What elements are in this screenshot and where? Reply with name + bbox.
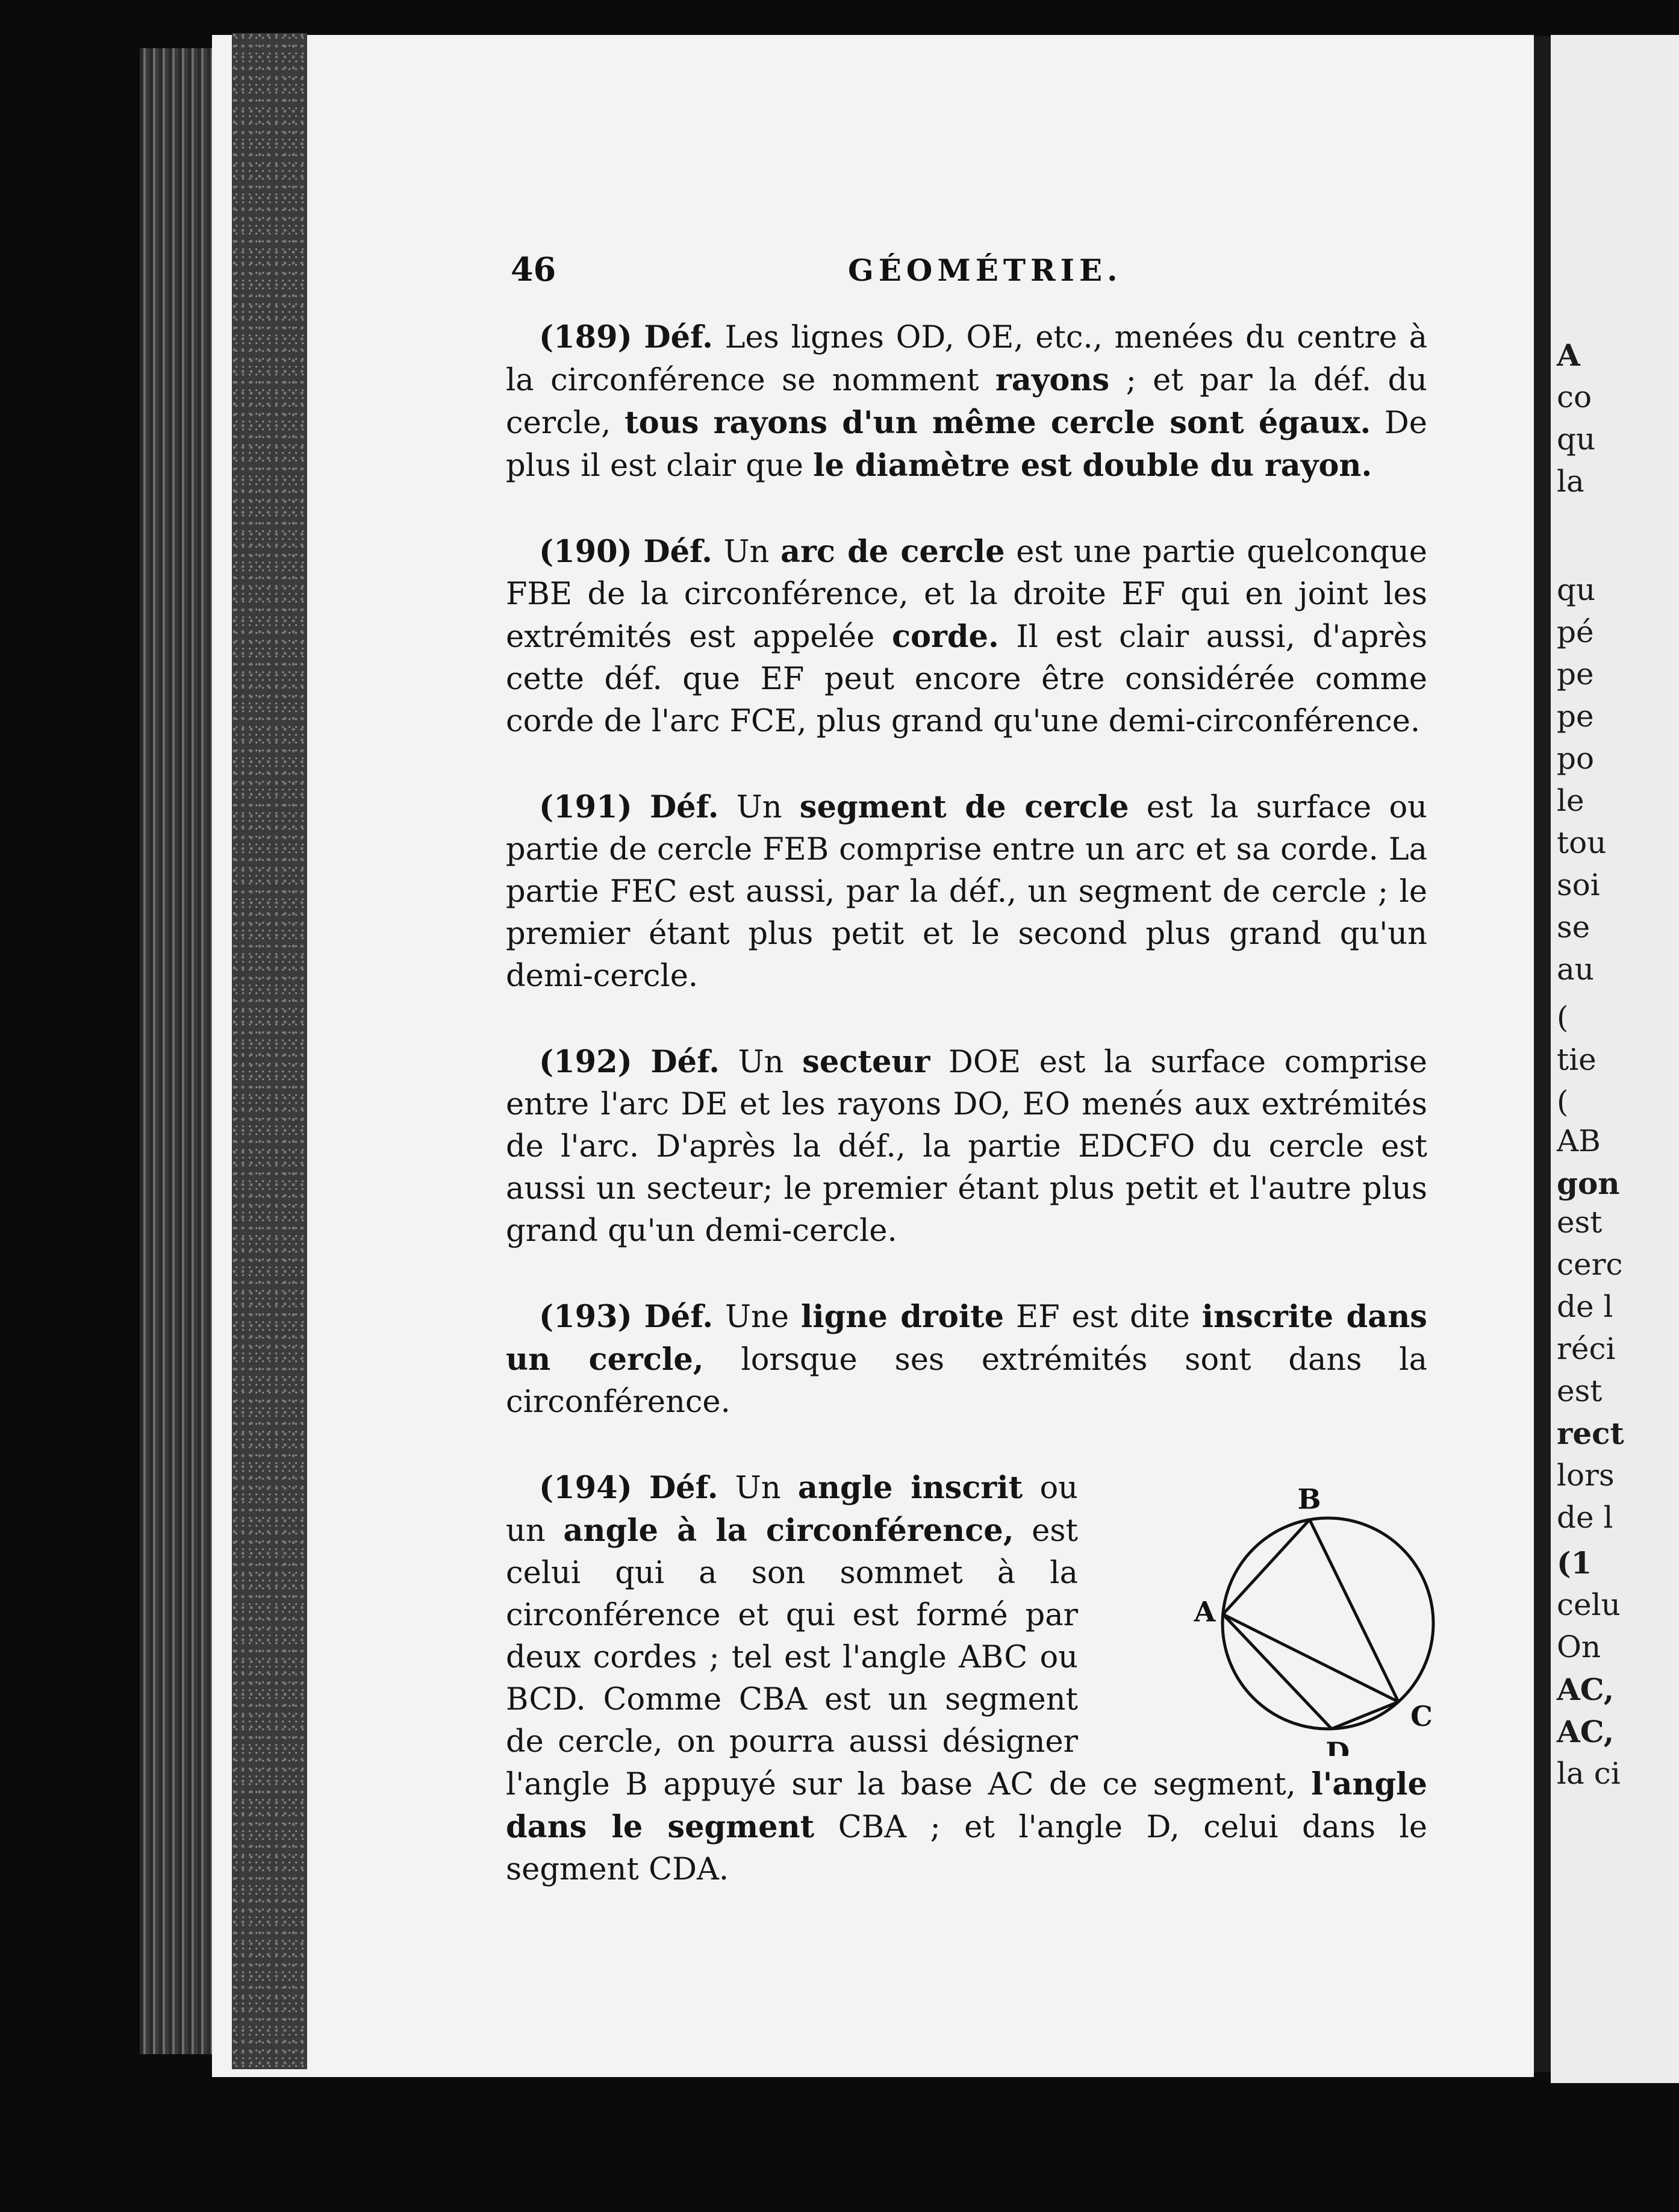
right-page-text-fragment: gon [1557,1166,1620,1201]
point-label-a: A [1194,1595,1216,1628]
circle-outline [1223,1518,1433,1729]
point-label-c: C [1410,1700,1433,1733]
running-head [511,250,1679,298]
body-text: est une partie quelconque FBE de la circonférence, et la droite EF qui en joint les extrémités est appelée [506,534,1427,655]
right-page-text-fragment: (1 [1557,1545,1592,1581]
page-divider [1534,36,1551,2072]
right-page-text-fragment: la ci [1557,1756,1621,1791]
body-text: DOE est la surface comprise entre l'arc DE et les rayons DO, EO menés aux extrémités de l'arc. D'après la déf., la partie EDCFO du cercle est aussi un secteur; le premier étant plus petit et l'autre plus grand qu'un demi-cercle. [506,1045,1427,1249]
right-page-text-fragment: pe [1557,699,1594,734]
definition-label: Déf. [650,1044,720,1080]
right-page-text-fragment: le [1557,783,1584,818]
emphasized-term: ligne droite [800,1299,1005,1335]
point-label-d: D [1325,1736,1350,1756]
definition-number: (192) [539,1044,632,1080]
emphasized-term: secteur [802,1044,930,1080]
definition-paragraph [506,1296,1427,1423]
right-page-text-fragment: pe [1557,657,1594,692]
right-page-text-fragment: tou [1557,825,1607,860]
right-page-fragment [1551,35,1679,2083]
emphasized-term: rayons [995,362,1110,398]
emphasized-term: tous rayons d'un même cercle sont égaux. [625,405,1371,441]
emphasized-term: angle à la circonférence, [563,1513,1014,1549]
emphasized-term: angle inscrit [797,1470,1023,1506]
right-page-text-fragment: qu [1557,422,1596,457]
right-page-text-fragment: ( [1557,1084,1569,1119]
right-page-text-fragment: A [1557,337,1580,373]
definition-number: (189) [539,319,632,355]
text-block [506,316,1433,1891]
definition-label: Déf. [644,1299,714,1335]
definition-number: (193) [539,1299,632,1335]
body-text: Un [718,1470,798,1506]
definition-number: (194) [539,1470,632,1506]
body-text: De plus il est clair que [506,405,1427,484]
emphasized-term: arc de cercle [780,534,1005,570]
emphasized-term: corde. [891,619,999,655]
running-title: GÉOMÉTRIE. [848,252,1123,288]
point-label-b: B [1297,1482,1321,1516]
emphasized-term: l'angle dans le segment [506,1766,1427,1845]
definition-paragraph [506,1467,1433,1891]
right-page-text-fragment: soi [1557,867,1600,902]
emphasized-term: inscrite dans un cercle, [506,1299,1427,1378]
inscribed-angle-figure [1102,1473,1433,1756]
body-text: Un [718,790,800,825]
definition-label: Déf. [643,534,712,570]
right-page-text-fragment: la [1557,464,1584,499]
page-number: 46 [511,250,556,289]
definition-label: Déf. [644,319,713,355]
right-page-text-fragment: se [1557,910,1590,945]
body-text: est celui qui a son sommet à la circonférence et qui est formé par deux cordes ; tel est l'angle ABC ou BCD. Comme CBA est un segment de cercle, on pourra aussi désigner l'angle B appuyé sur la base AC de ce segment, [506,1513,1312,1802]
definition-label: Déf. [649,789,719,825]
right-page-text-fragment: pé [1557,614,1594,649]
right-page-text-fragment: est [1557,1373,1603,1408]
body-text: ; et par la déf. du cercle, [506,363,1427,441]
body-text: Une [713,1299,801,1335]
definition-label: Déf. [649,1470,718,1506]
body-text: est la surface ou partie de cercle FEB comprise entre un arc et sa corde. La partie FEC est aussi, par la déf., un segment de cercle ; le premier étant plus petit et le second plus grand qu'un demi-cercle. [506,790,1427,994]
right-page-text-fragment: de l [1557,1289,1613,1324]
right-page-text-fragment: lors [1557,1458,1615,1493]
right-page-text-fragment: qu [1557,572,1596,607]
body-text: lorsque ses extrémités sont dans la circonférence. [506,1342,1427,1420]
chord-BC [1310,1520,1398,1702]
definition-paragraph [506,786,1427,998]
right-page-text-fragment: tie [1557,1042,1596,1077]
right-page-text-fragment: AC, [1557,1714,1615,1749]
right-page-text-fragment: de l [1557,1500,1613,1535]
chord-AD [1223,1614,1332,1729]
body-text: Un [719,1045,803,1080]
body-text: Les lignes OD, OE, etc., menées du centre à la circonférence se nomment [506,320,1427,398]
body-text: Un [712,534,780,570]
definition-paragraph [506,1041,1427,1252]
right-page-text-fragment: réci [1557,1331,1616,1366]
right-page-text-fragment: rect [1557,1416,1624,1451]
right-page-text-fragment: celu [1557,1587,1621,1622]
right-page-text-fragment: cerc [1557,1247,1623,1282]
body-text: CBA ; et l'angle D, celui dans le segment CDA. [506,1810,1427,1887]
definition-paragraph [506,316,1427,487]
chord-CD [1332,1702,1398,1729]
right-page-text-fragment: ( [1557,1000,1569,1035]
right-page-text-fragment: On [1557,1629,1601,1664]
definition-number: (190) [539,534,632,570]
book-gutter [232,33,307,2069]
body-text: ou un [506,1470,1078,1549]
definition-paragraph [506,531,1427,743]
definition-number: (191) [539,789,632,825]
emphasized-term: segment de cercle [799,789,1129,825]
emphasized-term: le diamètre est double du rayon. [813,448,1372,484]
right-page-text-fragment: AB [1557,1123,1601,1158]
body-text: Il est clair aussi, d'après cette déf. que EF peut encore être considérée comme corde de l'arc FCE, plus grand qu'une demi-circonférence. [506,619,1427,739]
right-page-text-fragment: co [1557,380,1592,414]
right-page-text-fragment: AC, [1557,1672,1615,1707]
right-page-text-fragment: est [1557,1205,1603,1240]
chord-AB [1223,1520,1310,1614]
chord-AC [1223,1614,1398,1702]
body-text: EF est dite [1004,1299,1202,1335]
right-page-text-fragment: po [1557,741,1595,776]
right-page-text-fragment: au [1557,952,1595,987]
